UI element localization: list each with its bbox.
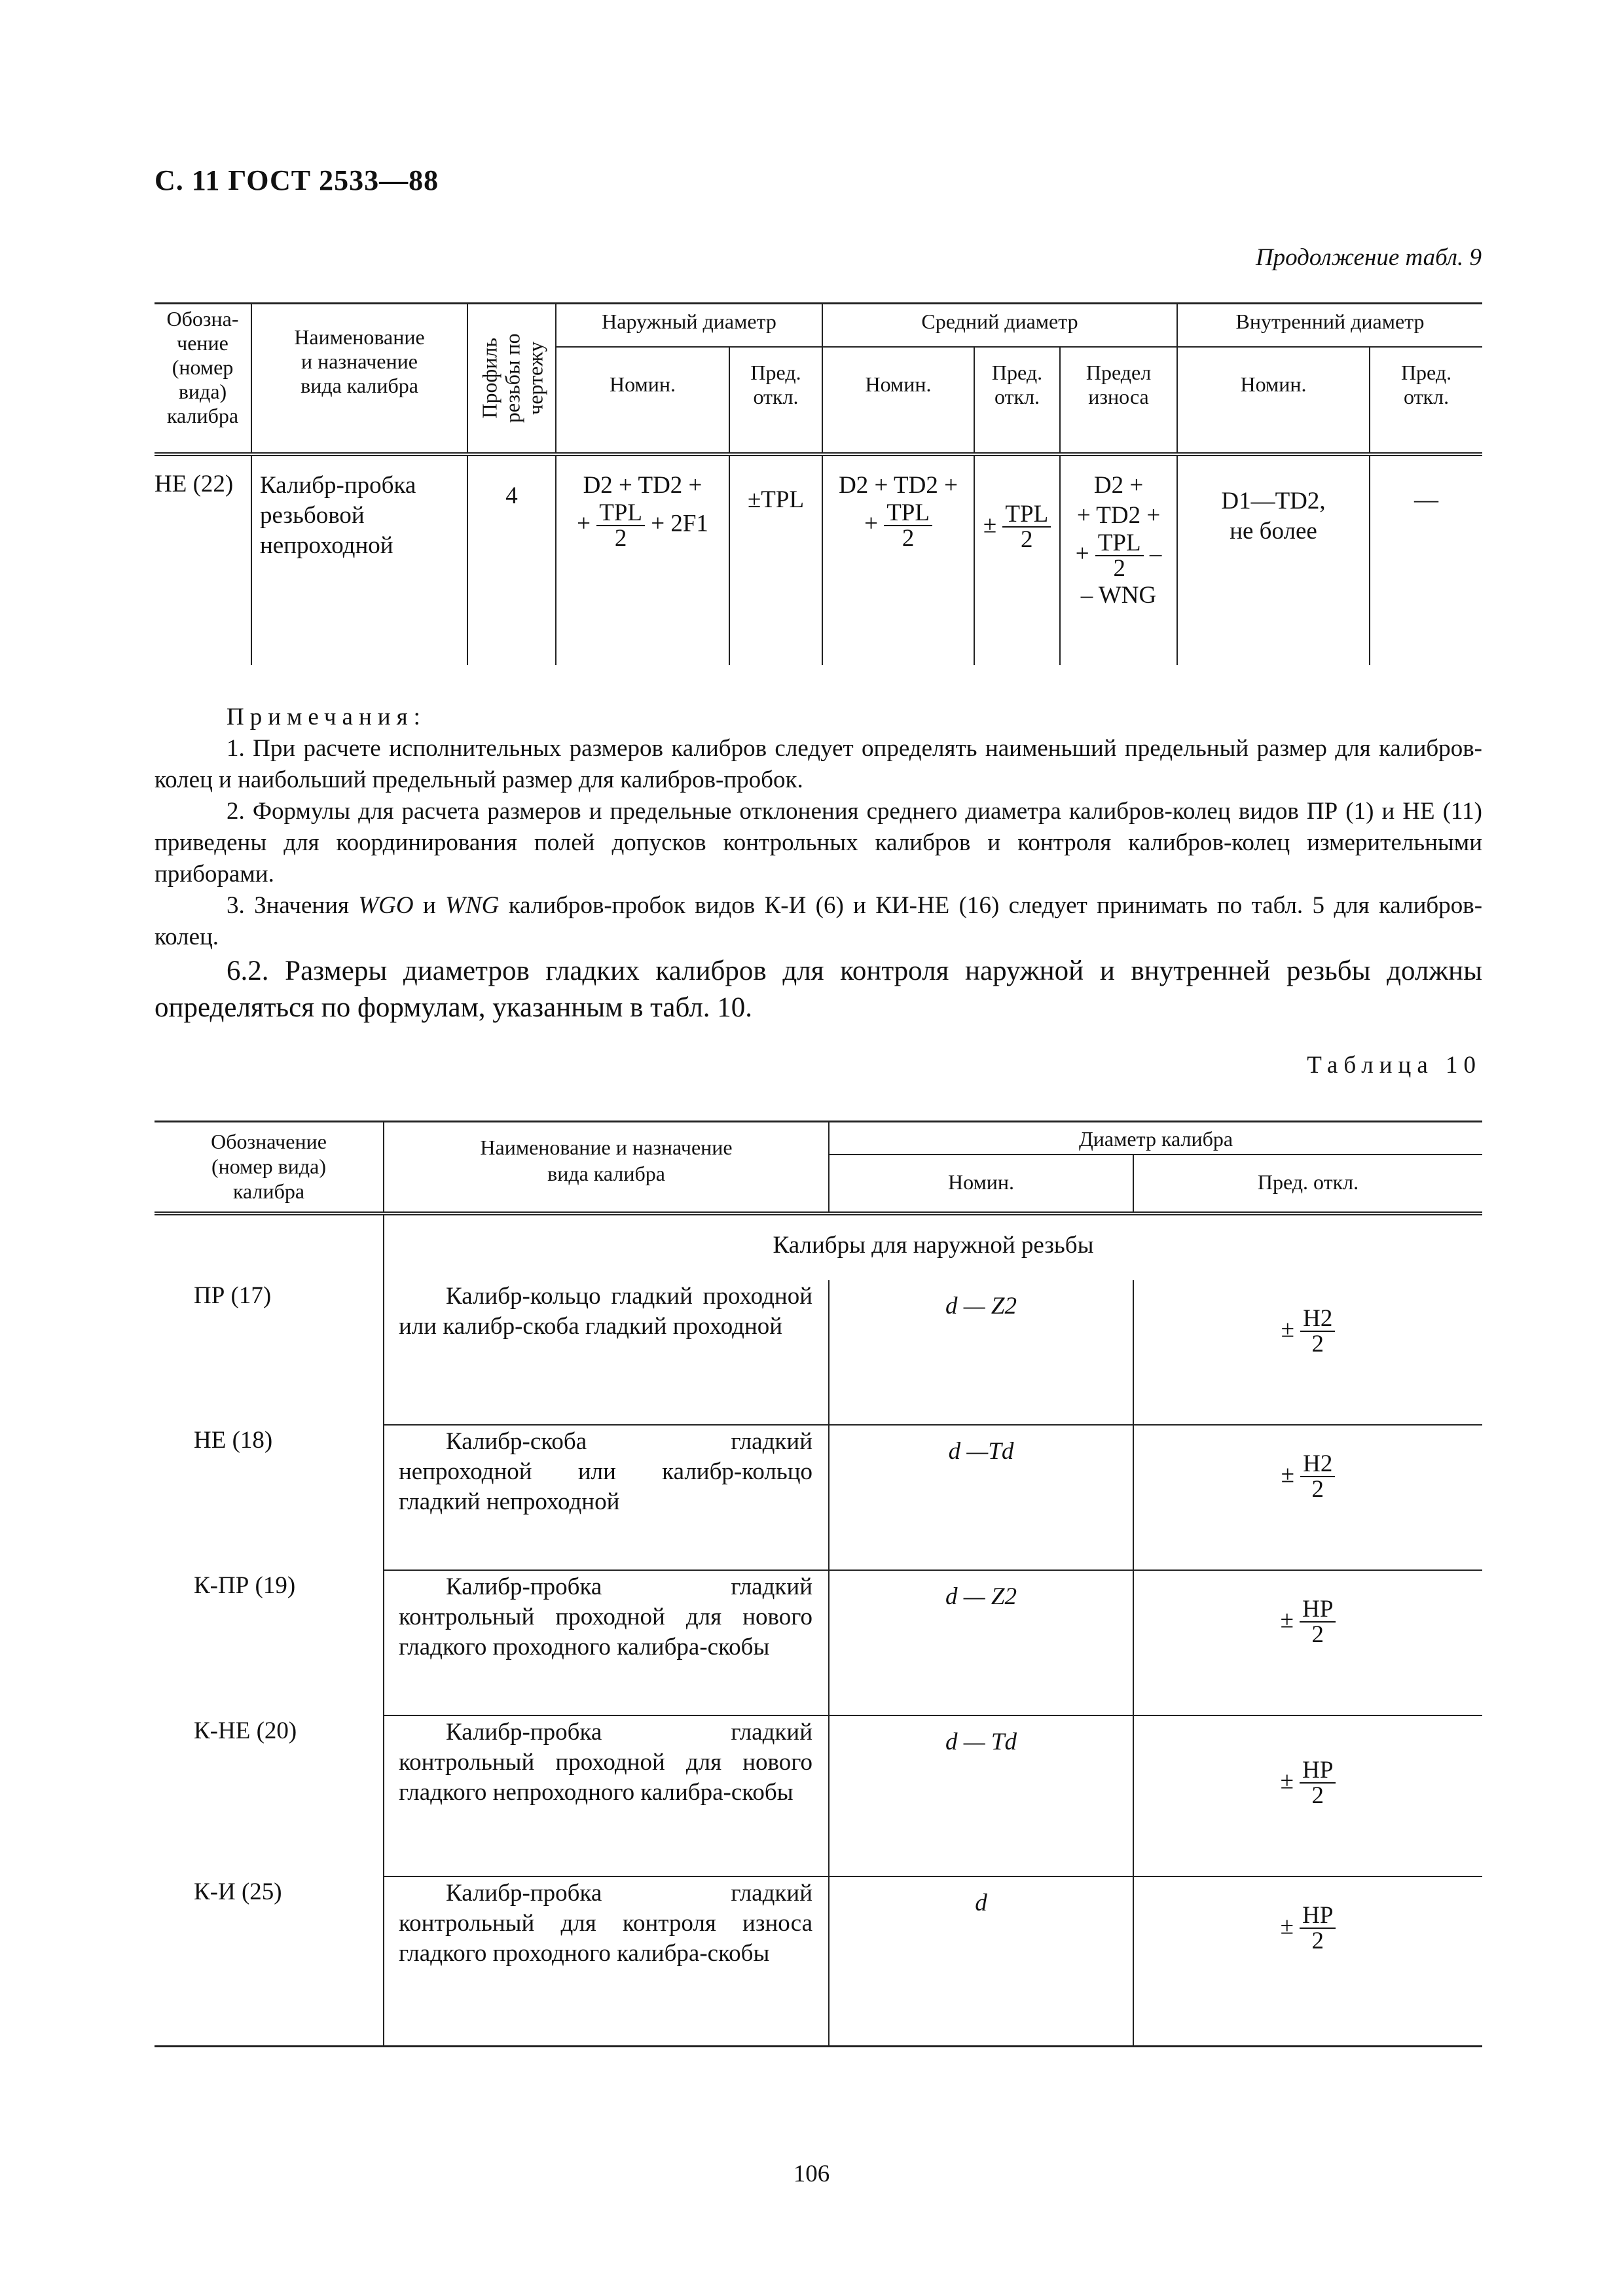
note-3: 3. Значения WGO и WNG калибров-пробок видов К-И (6) и КИ-НЕ (16) следует принимать по табл. 5 для калибров-колец.	[155, 892, 1483, 950]
outer-nom-line1: D2 + TD2 +	[583, 471, 702, 499]
col-header-middle-wear: Предел износа	[1060, 347, 1177, 454]
col-header-inner: Внутренний диаметр	[1177, 304, 1482, 347]
col-header-profile: Профиль резьбы по чертежу	[467, 304, 556, 454]
frac-num: TPL	[1002, 502, 1051, 528]
t10-row-code: ПР (17)	[194, 1282, 272, 1309]
page-header: С. 11 ГОСТ 2533—88	[155, 164, 439, 196]
paragraph-6-2: 6.2. Размеры диаметров гладких калибров для контроля наружной и внутренней резьбы должны определяться по формулам, указанным в табл. 10.	[155, 956, 1482, 1023]
wear-line2: + TD2 +	[1076, 501, 1161, 529]
t10-header-nom: Номин.	[829, 1155, 1133, 1213]
t10-row-code: НЕ (18)	[194, 1426, 273, 1454]
t10-header-diameter: Диаметр калибра	[829, 1122, 1482, 1155]
col-header-inner-nom: Номин.	[1177, 347, 1370, 454]
notes-block	[155, 702, 1482, 953]
t10-row-name: Калибр-скоба гладкий непроходной или калибр-кольцо гладкий непроходной	[384, 1425, 829, 1570]
t10-row-nom: d — Td	[829, 1715, 1133, 1876]
row-name: Калибр-пробка резьбовой непроходной	[251, 454, 467, 665]
t10-row-code: К-ПР (19)	[194, 1571, 296, 1599]
col-header-outer-nom: Номин.	[556, 347, 729, 454]
pm-sign: ±	[983, 511, 997, 538]
t10-row-dev: ± $\frac{HP}{2}$	[1133, 1876, 1482, 2047]
col-header-outer: Наружный диаметр	[556, 304, 822, 347]
t10-header-code: Обозначение (номер вида) калибра	[155, 1122, 384, 1213]
t10-row-dev: ± $\frac{HP}{2}$	[1133, 1715, 1482, 1876]
frac-den: 2	[1021, 526, 1033, 553]
table-9	[155, 302, 1482, 665]
row-inner-nom	[1177, 454, 1370, 665]
wear-line4: – WNG	[1080, 581, 1157, 609]
t10-header-dev: Пред. откл.	[1133, 1155, 1482, 1213]
col-header-name: Наименование и назначение вида калибра	[251, 304, 467, 454]
frac-den: 2	[614, 524, 627, 552]
t10-row-nom: d — Z2	[829, 1280, 1133, 1425]
row-outer-nom: D2 + TD2 + + $\frac{\text{TPL}}{2}$ + 2F1	[556, 454, 729, 665]
t10-header-name: Наименование и назначение вида калибра	[384, 1122, 829, 1213]
col-header-middle: Средний диаметр	[822, 304, 1177, 347]
row-profile: 4	[467, 454, 556, 665]
mid-nom-line1: D2 + TD2 +	[839, 471, 958, 499]
t10-row-code: К-И (25)	[155, 1876, 384, 2047]
table-continuation-label: Продолжение табл. 9	[1255, 244, 1482, 271]
inner-nom-note: не более	[1230, 517, 1317, 545]
note-1: 1. При расчете исполнительных размеров калибров следует определять наименьший предельный размер для калибров-колец и наибольший предельный размер для калибров-пробок.	[155, 735, 1482, 793]
t10-row-name: Калибр-пробка гладкий контрольный для контроля износа гладкого проходного калибра-скобы	[384, 1876, 829, 2047]
row-outer-dev: ±TPL	[729, 454, 822, 665]
frac-num: TPL	[1095, 531, 1144, 556]
t10-row-dev: ± $\frac{HP}{2}$	[1133, 1570, 1482, 1715]
frac-den: 2	[902, 524, 915, 552]
notes-title: Примечания:	[227, 704, 426, 730]
t10-section-title: Калибры для наружной резьбы	[384, 1213, 1482, 1280]
frac-num: TPL	[884, 501, 932, 526]
frac-den: 2	[1113, 554, 1125, 582]
t10-section-blank	[155, 1213, 384, 1280]
t10-row-name: Калибр-пробка гладкий контрольный проходной для нового гладкого проходного калибра-скобы	[384, 1570, 829, 1715]
row-middle-dev	[974, 454, 1060, 665]
col-header-outer-dev: Пред. откл.	[729, 347, 822, 454]
row-inner-dev: —	[1370, 454, 1482, 665]
row-middle-nom: D2 + TD2 + + $\frac{\text{TPL}}{2}$	[822, 454, 974, 665]
note-2: 2. Формулы для расчета размеров и предельные отклонения среднего диаметра калибров-колец видов ПР (1) и НЕ (11) приведены для координирования полей допусков контрольных калибров и контроля калибров-колец измерительными приборами.	[155, 798, 1482, 888]
t10-row-nom: d —Td	[829, 1425, 1133, 1570]
col-header-inner-dev: Пред. откл.	[1370, 347, 1482, 454]
t10-row-dev: ± $\frac{H2}{2}$	[1133, 1425, 1482, 1570]
col-header-middle-dev: Пред. откл.	[974, 347, 1060, 454]
t10-row-nom: d	[829, 1876, 1133, 2047]
t10-row-name: Калибр-кольцо гладкий проходной или калибр-скоба гладкий проходной	[384, 1280, 829, 1425]
row-middle-wear: D2 + + TD2 + + $\frac{\text{TPL}}{2}$ – – WNG	[1060, 454, 1177, 665]
col-header-middle-nom: Номин.	[822, 347, 974, 454]
t10-row-nom: d — Z2	[829, 1570, 1133, 1715]
table-10	[155, 1121, 1482, 2047]
frac-num: TPL	[596, 501, 645, 526]
row-code: НЕ (22)	[155, 470, 234, 497]
wear-line1: D2 +	[1093, 471, 1144, 499]
t10-row-code: К-НЕ (20)	[194, 1717, 297, 1744]
table-10-label: Таблица 10	[1307, 1052, 1482, 1079]
col-header-code: Обозна- чение (номер вида) калибра	[155, 304, 251, 454]
t10-row-name: Калибр-пробка гладкий контрольный проходной для нового гладкого непроходного калибра-скобы	[384, 1715, 829, 1876]
outer-nom-tail: + 2F1	[651, 509, 708, 537]
wear-line3-tail: –	[1149, 539, 1162, 567]
inner-nom-formula: D1—TD2,	[1221, 487, 1326, 514]
page-number: 106	[793, 2161, 830, 2187]
t10-row-dev: ± $\frac{H2}{2}$	[1133, 1280, 1482, 1425]
